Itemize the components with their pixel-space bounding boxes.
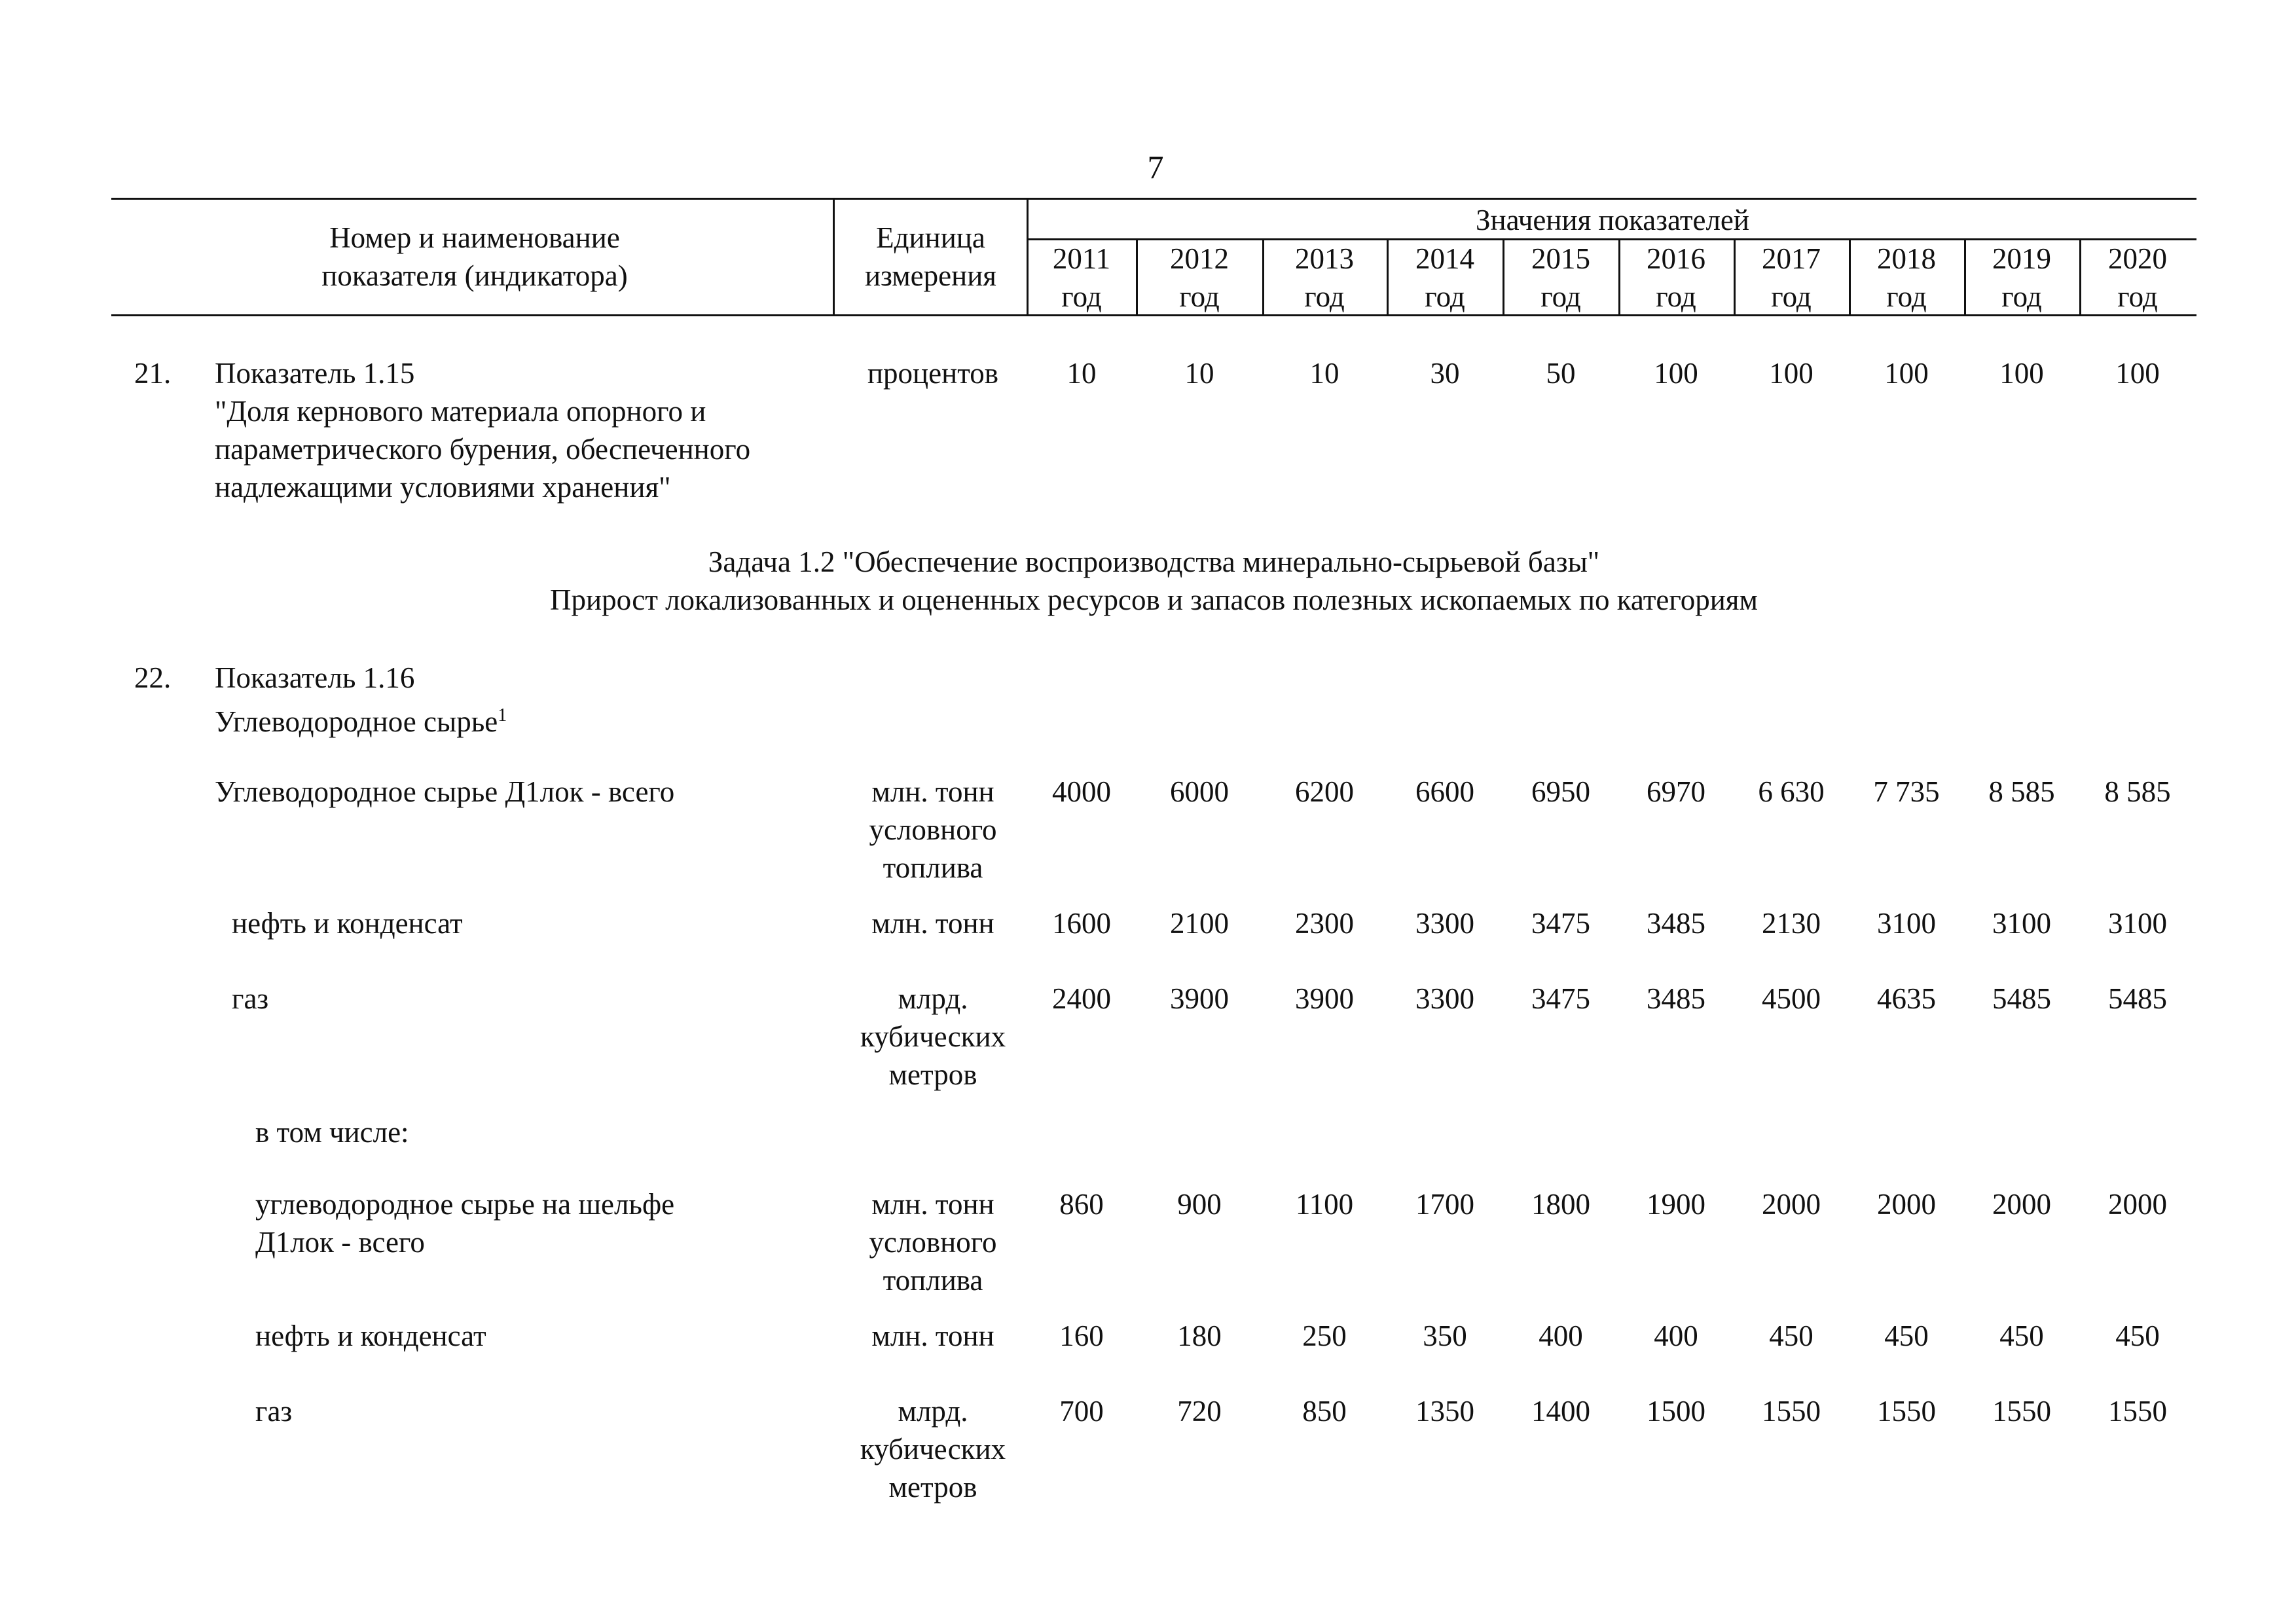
year-suffix: год [1061, 280, 1102, 313]
table-cell-value: 3900 [1295, 982, 1354, 1015]
table-cell-value: 4635 [1877, 982, 1936, 1015]
table-cell-value: 2400 [1052, 982, 1111, 1015]
row-unit [835, 1392, 1031, 1506]
table-cell-value: 1550 [1992, 1395, 2051, 1428]
year-label: 2015 [1531, 242, 1590, 275]
table-cell-value: 3485 [1647, 982, 1705, 1015]
year-label: 2011 [1052, 242, 1111, 275]
table-cell-value: 450 [1999, 1320, 2044, 1352]
row21-value: 100 [1769, 357, 1813, 390]
table-cell-value: 2000 [1992, 1188, 2051, 1221]
year-label: 2020 [2108, 242, 2167, 275]
table-cell-value: 2000 [1877, 1188, 1936, 1221]
unit-line: условного [869, 1226, 997, 1259]
year-label: 2017 [1762, 242, 1821, 275]
table-cell-value: 2100 [1170, 907, 1229, 940]
table-cell-value: 250 [1302, 1320, 1347, 1352]
year-divider [1964, 238, 1966, 316]
row-unit [835, 1185, 1031, 1299]
table-cell-value: 160 [1059, 1320, 1104, 1352]
year-suffix: год [1656, 280, 1696, 313]
header-name-line1: Номер и наименование [329, 221, 620, 254]
year-suffix: год [2117, 280, 2158, 313]
row-label: нефть и конденсат [232, 907, 463, 940]
year-suffix: год [1179, 280, 1220, 313]
table-cell-value: 1550 [1877, 1395, 1936, 1428]
table-cell-value: 1400 [1531, 1395, 1590, 1428]
row21-value: 10 [1184, 357, 1214, 390]
table-cell-value: 450 [2115, 1320, 2160, 1352]
table-cell-value: 400 [1654, 1320, 1698, 1352]
table-cell-value: 700 [1059, 1395, 1104, 1428]
row21-number: 21. [134, 357, 172, 390]
page-number: 7 [1147, 149, 1164, 185]
table-cell-value: 5485 [2108, 982, 2167, 1015]
year-divider [1136, 238, 1138, 316]
table-cell-value: 6600 [1415, 775, 1474, 808]
year-label: 2016 [1647, 242, 1705, 275]
unit-line: метров [888, 1471, 977, 1504]
year-suffix: год [1304, 280, 1345, 313]
year-divider [1387, 238, 1389, 316]
table-cell-value: 350 [1423, 1320, 1467, 1352]
table-cell-value: 3100 [1992, 907, 2051, 940]
table-cell-value: 3475 [1531, 982, 1590, 1015]
unit-line: кубических [860, 1433, 1006, 1466]
row-label: нефть и конденсат [255, 1320, 486, 1352]
row21-unit: процентов [867, 357, 999, 390]
table-cell-value: 180 [1177, 1320, 1222, 1352]
row21-title: Показатель 1.15 [215, 357, 415, 390]
table-cell-value: 1550 [1762, 1395, 1821, 1428]
table-cell-value: 3100 [2108, 907, 2167, 940]
table-cell-value: 6000 [1170, 775, 1229, 808]
table-cell-value: 4000 [1052, 775, 1111, 808]
table-cell-value: 8 585 [1988, 775, 2055, 808]
table-cell-value: 860 [1059, 1188, 1104, 1221]
row21-value: 50 [1546, 357, 1576, 390]
unit-line: условного [869, 813, 997, 846]
year-label: 2013 [1295, 242, 1354, 275]
table-cell-value: 900 [1177, 1188, 1222, 1221]
year-suffix: год [1540, 280, 1581, 313]
row21-value: 100 [1999, 357, 2044, 390]
table-cell-value: 2130 [1762, 907, 1821, 940]
header-name-line2: показателя (индикатора) [321, 259, 628, 292]
row-label: Д1лок - всего [255, 1226, 425, 1259]
unit-line: млрд. [898, 1395, 968, 1428]
row-label: газ [255, 1395, 293, 1428]
row-unit: млн. тонн [871, 1320, 994, 1352]
row22-subtitle-text: Углеводородное сырье [215, 705, 498, 738]
row-unit: млн. тонн [871, 907, 994, 940]
table-cell-value: 6970 [1647, 775, 1705, 808]
row-label: Углеводородное сырье Д1лок - всего [215, 775, 675, 808]
table-cell-value: 3900 [1170, 982, 1229, 1015]
unit-line: метров [888, 1058, 977, 1091]
table-cell-value: 4500 [1762, 982, 1821, 1015]
table-cell-value: 1500 [1647, 1395, 1705, 1428]
row22-number: 22. [134, 661, 172, 694]
row21-value: 100 [1654, 357, 1698, 390]
year-label: 2012 [1170, 242, 1229, 275]
table-cell-value: 1350 [1415, 1395, 1474, 1428]
row21-value: 10 [1066, 357, 1097, 390]
including-label: в том числе: [255, 1116, 409, 1149]
table-cell-value: 7 735 [1873, 775, 1940, 808]
table-cell-value: 1100 [1295, 1188, 1354, 1221]
table-cell-value: 3475 [1531, 907, 1590, 940]
table-cell-value: 6200 [1295, 775, 1354, 808]
year-label: 2018 [1877, 242, 1936, 275]
table-cell-value: 400 [1539, 1320, 1583, 1352]
table-cell-value: 3300 [1415, 982, 1474, 1015]
table-cell-value: 1900 [1647, 1188, 1705, 1221]
row21-value: 10 [1309, 357, 1339, 390]
row21-value: 30 [1430, 357, 1460, 390]
table-cell-value: 2000 [2108, 1188, 2167, 1221]
header-unit-line1: Единица [876, 221, 985, 254]
table-cell-value: 6950 [1531, 775, 1590, 808]
row22-subtitle [215, 697, 507, 741]
year-label: 2019 [1992, 242, 2051, 275]
year-divider [1734, 238, 1736, 316]
table-cell-value: 1550 [2108, 1395, 2167, 1428]
footnote-mark: 1 [498, 705, 507, 726]
unit-line: топлива [883, 1264, 983, 1297]
row22-title: Показатель 1.16 [215, 661, 415, 694]
table-cell-value: 3485 [1647, 907, 1705, 940]
row21-value: 100 [2115, 357, 2160, 390]
row-unit [835, 980, 1031, 1094]
row21-line: "Доля кернового материала опорного и [215, 395, 706, 428]
table-cell-value: 2000 [1762, 1188, 1821, 1221]
year-divider [2079, 238, 2081, 316]
table-cell-value: 720 [1177, 1395, 1222, 1428]
header-unit-line2: измерения [864, 259, 996, 292]
row21-line: параметрического бурения, обеспеченного [215, 433, 751, 466]
year-divider [1503, 238, 1504, 316]
year-label: 2014 [1415, 242, 1474, 275]
year-divider [1618, 238, 1620, 316]
table-cell-value: 1700 [1415, 1188, 1474, 1221]
year-suffix: год [2001, 280, 2042, 313]
table-cell-value: 3100 [1877, 907, 1936, 940]
table-cell-value: 5485 [1992, 982, 2051, 1015]
table-cell-value: 3300 [1415, 907, 1474, 940]
unit-line: млн. тонн [871, 775, 994, 808]
unit-line: млн. тонн [871, 1188, 994, 1221]
table-cell-value: 1800 [1531, 1188, 1590, 1221]
table-cell-value: 1600 [1052, 907, 1111, 940]
year-divider [1262, 238, 1264, 316]
table-cell-value: 450 [1769, 1320, 1813, 1352]
table-cell-value: 2300 [1295, 907, 1354, 940]
row21-line: надлежащими условиями хранения" [215, 471, 671, 504]
task-heading: Задача 1.2 "Обеспечение воспроизводства минерально-сырьевой базы" [708, 545, 1600, 578]
table-cell-value: 8 585 [2104, 775, 2171, 808]
year-divider [1849, 238, 1851, 316]
table-cell-value: 850 [1302, 1395, 1347, 1428]
year-suffix: год [1425, 280, 1465, 313]
year-suffix: год [1886, 280, 1927, 313]
table-cell-value: 450 [1884, 1320, 1929, 1352]
header-values-title: Значения показателей [1476, 204, 1749, 236]
task-subheading: Прирост локализованных и оцененных ресурсов и запасов полезных ископаемых по категориям [550, 583, 1758, 616]
unit-line: млрд. [898, 982, 968, 1015]
row-label: углеводородное сырье на шельфе [255, 1188, 675, 1221]
row-label: газ [232, 982, 269, 1015]
row-unit [835, 773, 1031, 887]
unit-line: кубических [860, 1020, 1006, 1053]
header-top-rule [111, 198, 2196, 200]
unit-line: топлива [883, 851, 983, 884]
year-suffix: год [1771, 280, 1812, 313]
row21-value: 100 [1884, 357, 1929, 390]
table-cell-value: 6 630 [1758, 775, 1825, 808]
